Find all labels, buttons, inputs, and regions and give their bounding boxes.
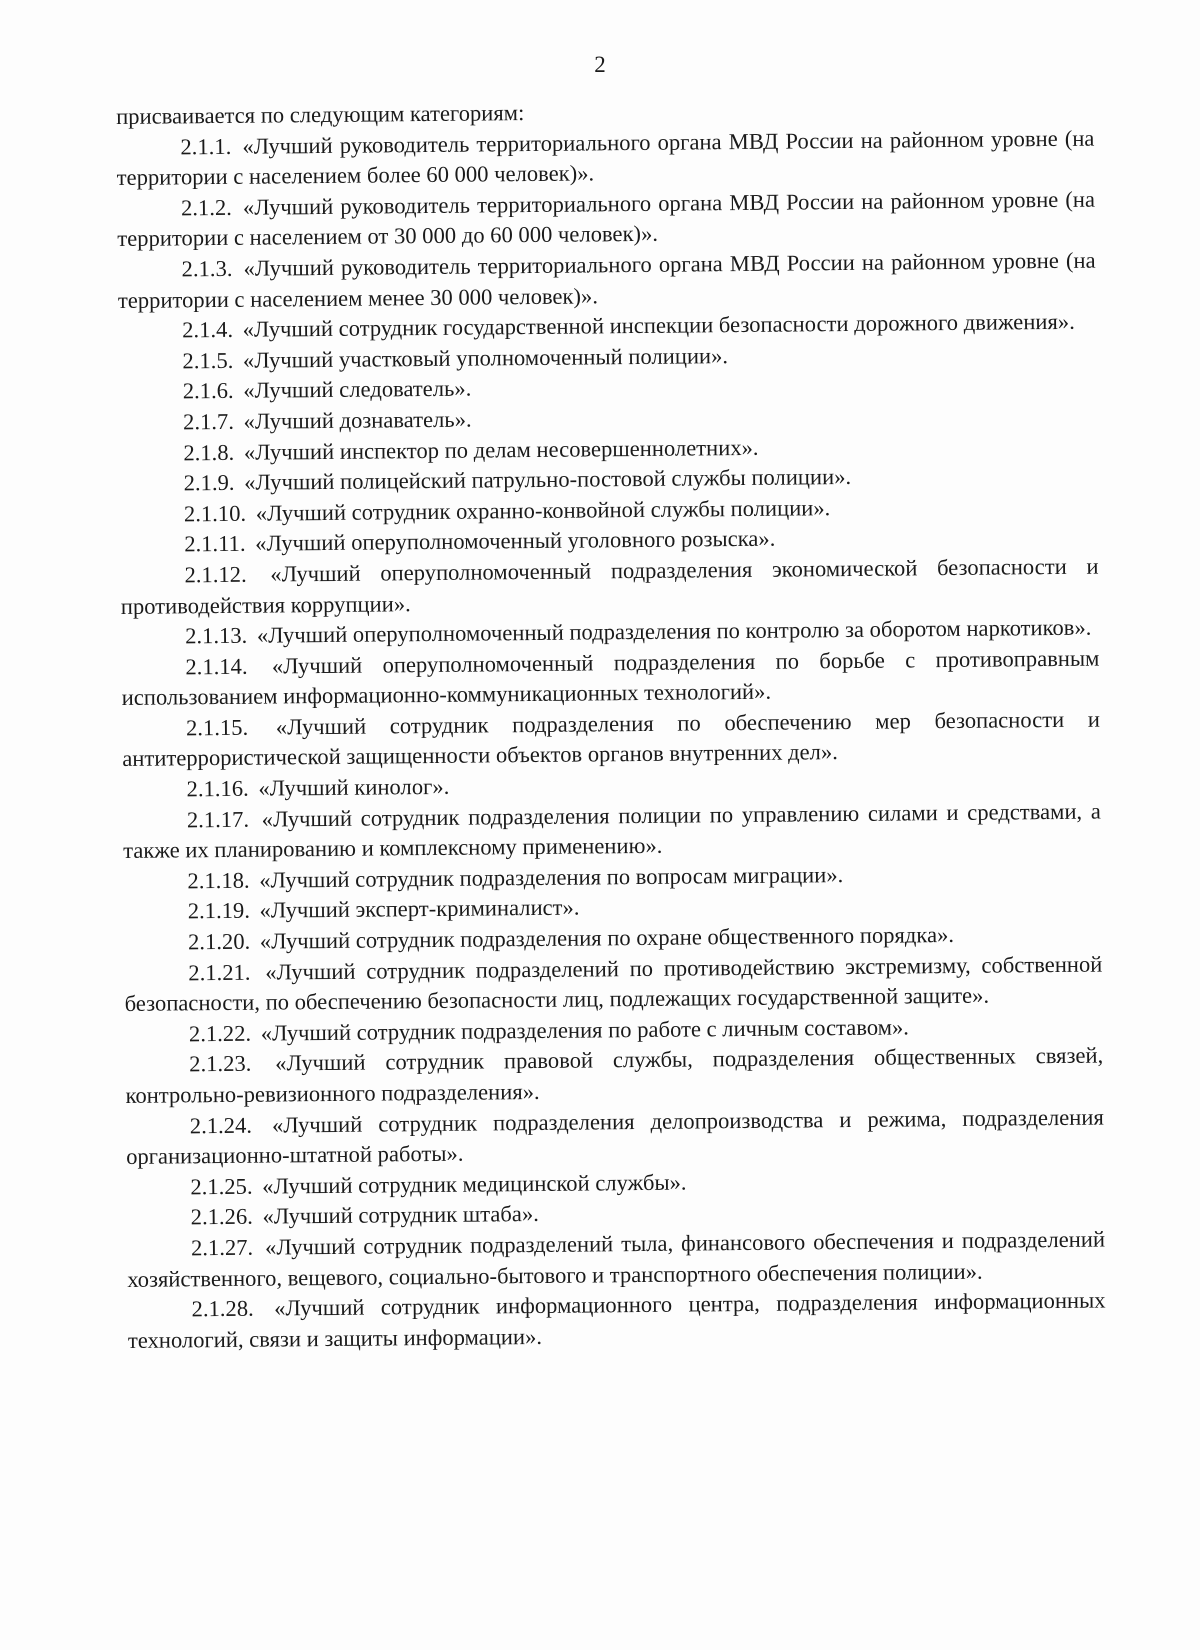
category-item	[117, 246, 1096, 317]
category-number: 2.1.20.	[187, 928, 251, 955]
category-text: «Лучший кинолог».	[258, 773, 450, 801]
category-text: «Лучший эксперт-криминалист».	[259, 895, 580, 924]
category-number: 2.1.16.	[186, 775, 249, 802]
category-text: «Лучший оперуполномоченный уголовного розыска».	[255, 526, 776, 556]
category-text: «Лучший инспектор по делам несовершеннолетних».	[243, 434, 759, 465]
category-text: «Лучший сотрудник правовой службы, подразделения общественных связей, контрольно-ревизионного подразделения».	[125, 1042, 1104, 1108]
category-number: 2.1.15.	[185, 714, 249, 741]
category-number: 2.1.12.	[184, 561, 247, 588]
category-number: 2.1.25.	[190, 1173, 253, 1200]
category-number: 2.1.1.	[180, 133, 232, 159]
category-text: «Лучший участковый уполномоченный полиции».	[242, 342, 729, 373]
category-text: «Лучший сотрудник медицинской службы».	[262, 1169, 687, 1199]
category-text: «Лучший сотрудник информационного центра, подразделения информационных технологий, связи и защиты информации».	[127, 1287, 1106, 1353]
category-number: 2.1.27.	[190, 1234, 254, 1261]
category-number: 2.1.24.	[189, 1112, 253, 1138]
category-number: 2.1.13.	[185, 622, 248, 649]
category-text: «Лучший следователь».	[243, 375, 472, 404]
category-number: 2.1.4.	[182, 317, 234, 343]
category-number: 2.1.18.	[187, 867, 250, 894]
category-text: «Лучший сотрудник охранно-конвойной службы полиции».	[255, 494, 831, 526]
category-text: «Лучший сотрудник государственной инспекции безопасности дорожного движения».	[242, 308, 1075, 342]
category-item	[122, 704, 1101, 775]
category-number: 2.1.26.	[190, 1204, 253, 1230]
category-text: «Лучший сотрудник подразделения по вопросам миграции».	[259, 861, 844, 893]
category-number: 2.1.22.	[188, 1020, 252, 1047]
category-number: 2.1.6.	[182, 378, 234, 404]
category-number: 2.1.21.	[188, 959, 251, 985]
document-body	[116, 93, 1106, 1357]
category-text: «Лучший сотрудник подразделений по противодействию экстремизму, собственной безопасности, по обеспечению безопасности лиц, подлежащих государственной защите».	[124, 951, 1103, 1017]
page-number: 2	[594, 52, 606, 77]
category-text: «Лучший сотрудник подразделения по охране общественного порядка».	[259, 922, 955, 954]
category-number: 2.1.10.	[183, 500, 247, 527]
category-text: «Лучший руководитель территориального органа МВД России на районном уровне (на территории с населением менее 30 000 человек)».	[117, 247, 1096, 313]
category-item	[124, 949, 1103, 1020]
category-number: 2.1.17.	[186, 806, 250, 833]
category-number: 2.1.3.	[181, 255, 233, 282]
category-text: «Лучший руководитель территориального органа МВД России на районном уровне (на территории с населением от 30 000 до 60 000 человек)».	[117, 186, 1096, 252]
category-text: «Лучший полицейский патрульно-постовой службы полиции».	[244, 464, 852, 495]
category-text: «Лучший руководитель территориального органа МВД России на районном уровне (на территории с населением более 60 000 человек)».	[116, 125, 1095, 191]
category-text: «Лучший сотрудник подразделения по работе с личным составом».	[260, 1014, 910, 1046]
category-item	[123, 796, 1102, 867]
category-text: «Лучший сотрудник подразделений тыла, финансового обеспечения и подразделений хозяйственного, вещевого, социально-бытового и транспортного обеспечения полиции».	[127, 1226, 1106, 1292]
category-number: 2.1.9.	[183, 470, 235, 496]
category-item	[121, 643, 1100, 714]
category-number: 2.1.14.	[185, 653, 248, 680]
category-number: 2.1.2.	[180, 194, 232, 221]
category-item	[125, 1041, 1104, 1112]
category-item	[120, 551, 1099, 622]
category-text: «Лучший оперуполномоченный подразделения по борьбе с противоправным использованием информационно-коммуникационных технологий».	[121, 645, 1100, 711]
intro-line: присваивается по следующим категориям:	[116, 100, 525, 129]
category-text: «Лучший дознаватель».	[243, 406, 472, 434]
category-text: «Лучший сотрудник штаба».	[262, 1201, 539, 1230]
category-number: 2.1.7.	[182, 408, 235, 435]
category-item	[117, 184, 1096, 255]
category-text: «Лучший оперуполномоченный подразделения экономической безопасности и противодействия коррупции».	[120, 553, 1099, 619]
category-number: 2.1.8.	[183, 439, 235, 465]
category-text: «Лучший оперуполномоченный подразделения по контролю за оборотом наркотиков».	[256, 614, 1092, 648]
category-item	[127, 1225, 1106, 1296]
category-item	[116, 123, 1095, 194]
category-item	[126, 1102, 1105, 1173]
category-number: 2.1.23.	[189, 1051, 252, 1077]
category-item	[127, 1286, 1106, 1357]
category-number: 2.1.5.	[182, 347, 234, 374]
category-number: 2.1.28.	[191, 1295, 254, 1322]
category-text: «Лучший сотрудник подразделения полиции по управлению силами и средствами, а также их планированию и комплексному применению».	[123, 798, 1101, 864]
category-text: «Лучший сотрудник подразделения по обеспечению мер безопасности и антитеррористической защищенности объектов органов внутренних дел».	[122, 706, 1101, 772]
category-number: 2.1.19.	[187, 898, 251, 924]
category-number: 2.1.11.	[184, 531, 246, 557]
category-list	[116, 123, 1106, 1356]
category-text: «Лучший сотрудник подразделения делопроизводства и режима, подразделения организационно-штатной работы».	[126, 1104, 1104, 1170]
